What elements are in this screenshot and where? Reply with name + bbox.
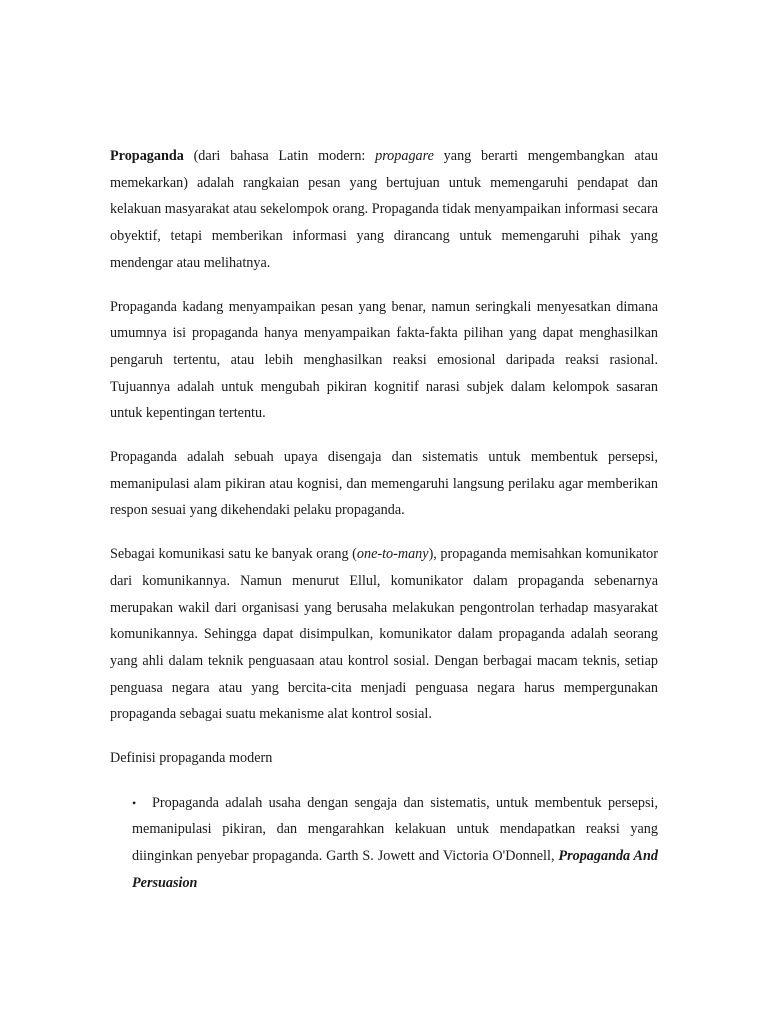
paragraph4-text-b: ), propaganda memisahkan komunikator dari komunikannya. Namun menurut Ellul, komunikator dalam propaganda sebenarnya merupakan wakil dari organisasi yang berusaha melakukan pengontrolan terhadap masyarakat komunikannya. Sehingga dapat disimpulkan, komunikator dalam propaganda adalah seorang yang ahli dalam teknik penguasaan atau kontrol sosial. Dengan berbagai macam teknis, setiap penguasa negara atau yang bercita-cita menjadi penguasa negara harus mempergunakan propaganda sebagai suatu mekanisme alat kontrol sosial. bbox=[110, 546, 658, 723]
paragraph-definition bbox=[110, 143, 658, 277]
bullet-icon: • bbox=[132, 795, 137, 810]
paragraph-effort: Propaganda adalah sebuah upaya disengaja dan sistematis untuk membentuk persepsi, memanipulasi alam pikiran atau kognisi, dan memengaruhi langsung perilaku agar memberikan respon sesuai yang dikehendaki pelaku propaganda. bbox=[110, 449, 658, 519]
paragraph1-text-a: (dari bahasa Latin modern: bbox=[183, 148, 376, 164]
paragraph1-text-b: yang berarti mengembangkan atau memekarkan) adalah rangkaian pesan yang bertujuan untuk memengaruhi pendapat dan kelakuan masyarakat atau sekelompok orang. Propaganda tidak menyampaikan informasi secara obyektif, tetapi memberikan informasi yang dirancang untuk memengaruhi pihak yang mendengar atau melihatnya. bbox=[110, 148, 658, 271]
document-body bbox=[110, 143, 658, 897]
paragraph-truth: Propaganda kadang menyampaikan pesan yang benar, namun seringkali menyesatkan dimana umumnya isi propaganda hanya menyampaikan fakta-fakta pilihan yang dapat menghasilkan pengaruh tertentu, atau lebih menghasilkan reaksi emosional daripada reaksi rasional. Tujuannya adalah untuk mengubah pikiran kognitif narasi subjek dalam kelompok sasaran untuk kepentingan tertentu. bbox=[110, 298, 658, 422]
one-to-many-term: one-to-many bbox=[356, 546, 429, 563]
definition-list bbox=[110, 790, 658, 897]
source-title: Propaganda And Persuasion bbox=[132, 848, 658, 891]
paragraph-communication bbox=[110, 541, 658, 728]
list-item bbox=[132, 790, 658, 897]
definition-text: Propaganda adalah usaha dengan sengaja dan sistematis, untuk membentuk persepsi, memanipulasi pikiran, dan mengarahkan kelakuan untuk mendapatkan reaksi yang diinginkan penyebar propaganda. Garth S. Jowett and Victoria O'Donnell, bbox=[132, 794, 658, 865]
term-propaganda: Propaganda bbox=[110, 148, 184, 164]
latin-word: propagare bbox=[375, 148, 434, 164]
paragraph4-text-a: Sebagai komunikasi satu ke banyak orang ( bbox=[110, 546, 357, 563]
section-heading: Definisi propaganda modern bbox=[110, 750, 273, 767]
